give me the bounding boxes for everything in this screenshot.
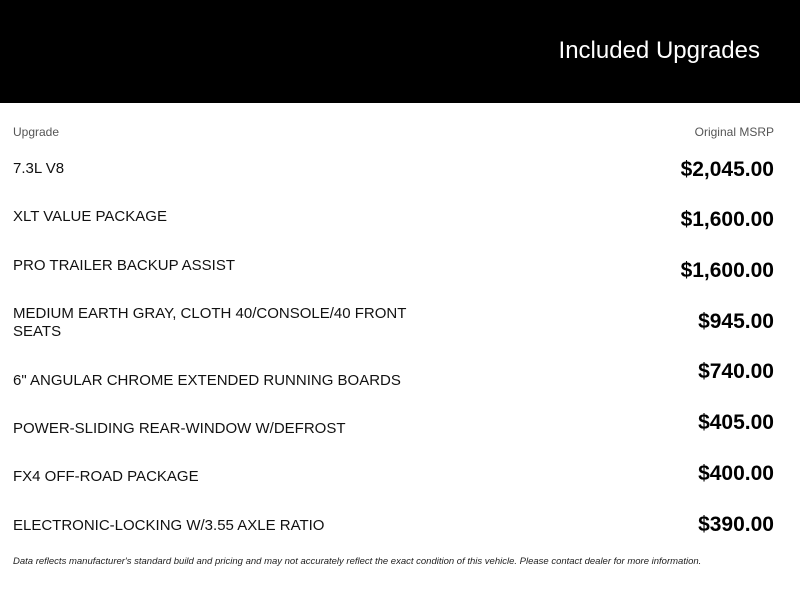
page-title: Included Upgrades [558, 37, 760, 64]
upgrade-name: 6" ANGULAR CHROME EXTENDED RUNNING BOARDS [13, 372, 401, 389]
upgrade-name: ELECTRONIC-LOCKING W/3.55 AXLE RATIO [13, 517, 325, 534]
upgrade-name: 7.3L V8 [13, 160, 65, 177]
upgrade-price: $405.00 [698, 411, 774, 434]
upgrade-price: $390.00 [698, 513, 774, 536]
upgrade-name: POWER-SLIDING REAR-WINDOW W/DEFROST [13, 420, 346, 437]
upgrade-name: PRO TRAILER BACKUP ASSIST [13, 257, 236, 274]
upgrade-price: $1,600.00 [680, 259, 774, 282]
column-header-upgrade: Upgrade [13, 125, 60, 139]
upgrade-price: $400.00 [698, 462, 774, 485]
upgrade-name: XLT VALUE PACKAGE [13, 208, 167, 225]
upgrade-price: $1,600.00 [680, 208, 774, 231]
upgrade-name: FX4 OFF-ROAD PACKAGE [13, 468, 199, 485]
header-bar [0, 0, 800, 103]
upgrade-price: $740.00 [698, 360, 774, 383]
upgrade-price: $945.00 [698, 310, 774, 333]
column-header-msrp: Original MSRP [694, 125, 774, 139]
disclaimer-text: Data reflects manufacturer's standard build and pricing and may not accurately reflect the exact condition of this vehicle. Please contact dealer for more information. [13, 556, 702, 567]
upgrade-price: $2,045.00 [680, 158, 774, 181]
upgrade-name: MEDIUM EARTH GRAY, CLOTH 40/CONSOLE/40 FRONT SEATS [13, 305, 407, 340]
